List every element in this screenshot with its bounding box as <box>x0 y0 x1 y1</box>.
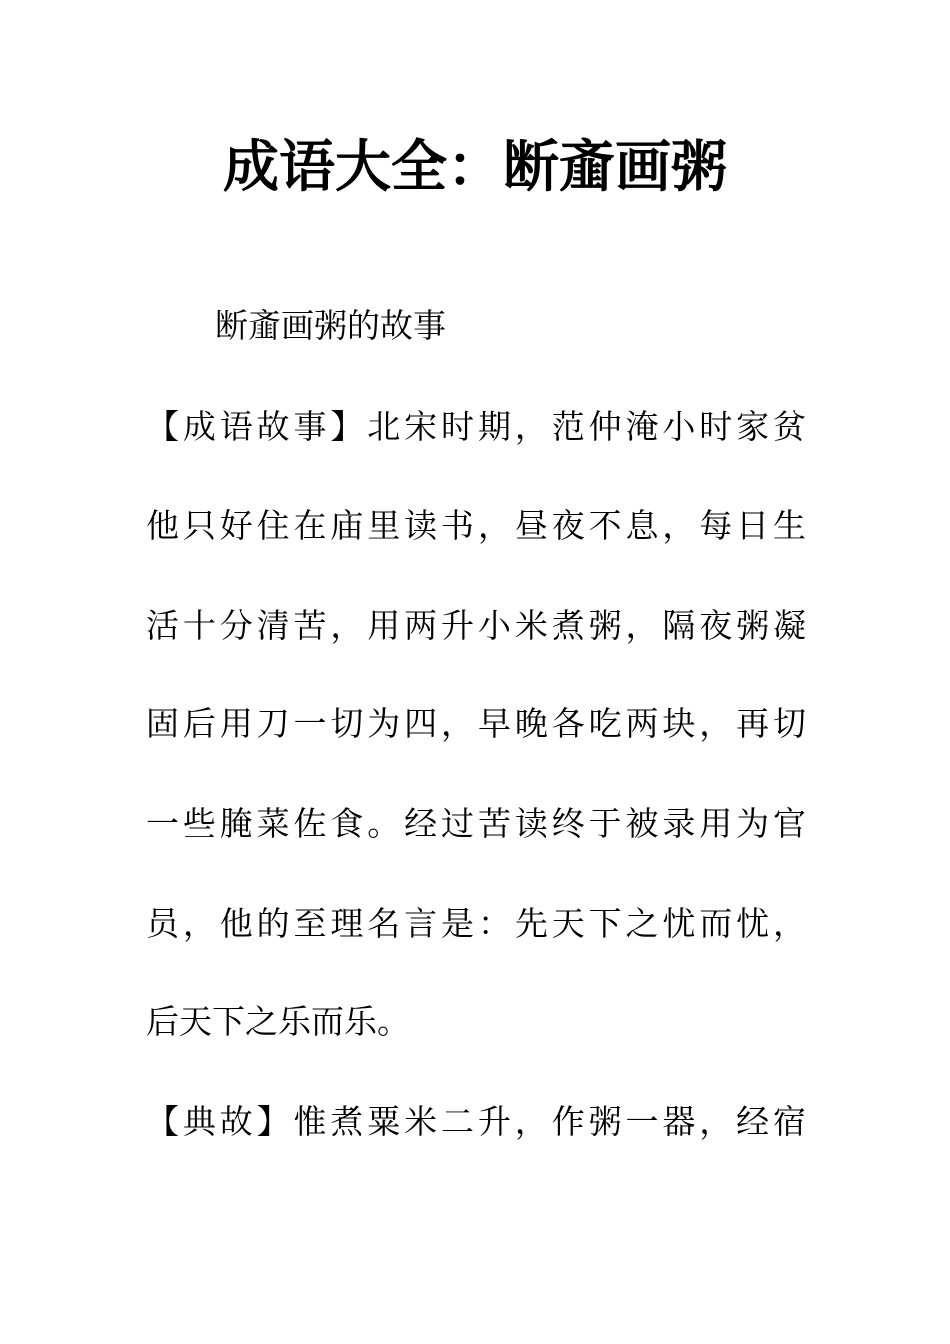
body-line-8: 【典故】惟煮粟米二升，作粥一器，经宿 <box>146 1102 806 1141</box>
section-subtitle: 断齑画粥的故事 <box>215 306 446 345</box>
body-line-4: 固后用刀一切为四，早晚各吃两块，再切 <box>146 704 806 743</box>
body-line-1: 【成语故事】北宋时期，范仲淹小时家贫 <box>146 407 806 446</box>
body-line-5: 一些腌菜佐食。经过苦读终于被录用为官 <box>146 804 806 843</box>
body-line-7: 后天下之乐而乐。 <box>146 1002 410 1041</box>
body-line-6: 员，他的至理名言是：先天下之忧而忧， <box>146 904 806 943</box>
page-title: 成语大全：断齑画粥 <box>223 135 727 200</box>
body-line-2: 他只好住在庙里读书，昼夜不息，每日生 <box>146 506 806 545</box>
body-line-3: 活十分清苦，用两升小米煮粥，隔夜粥凝 <box>146 606 806 645</box>
